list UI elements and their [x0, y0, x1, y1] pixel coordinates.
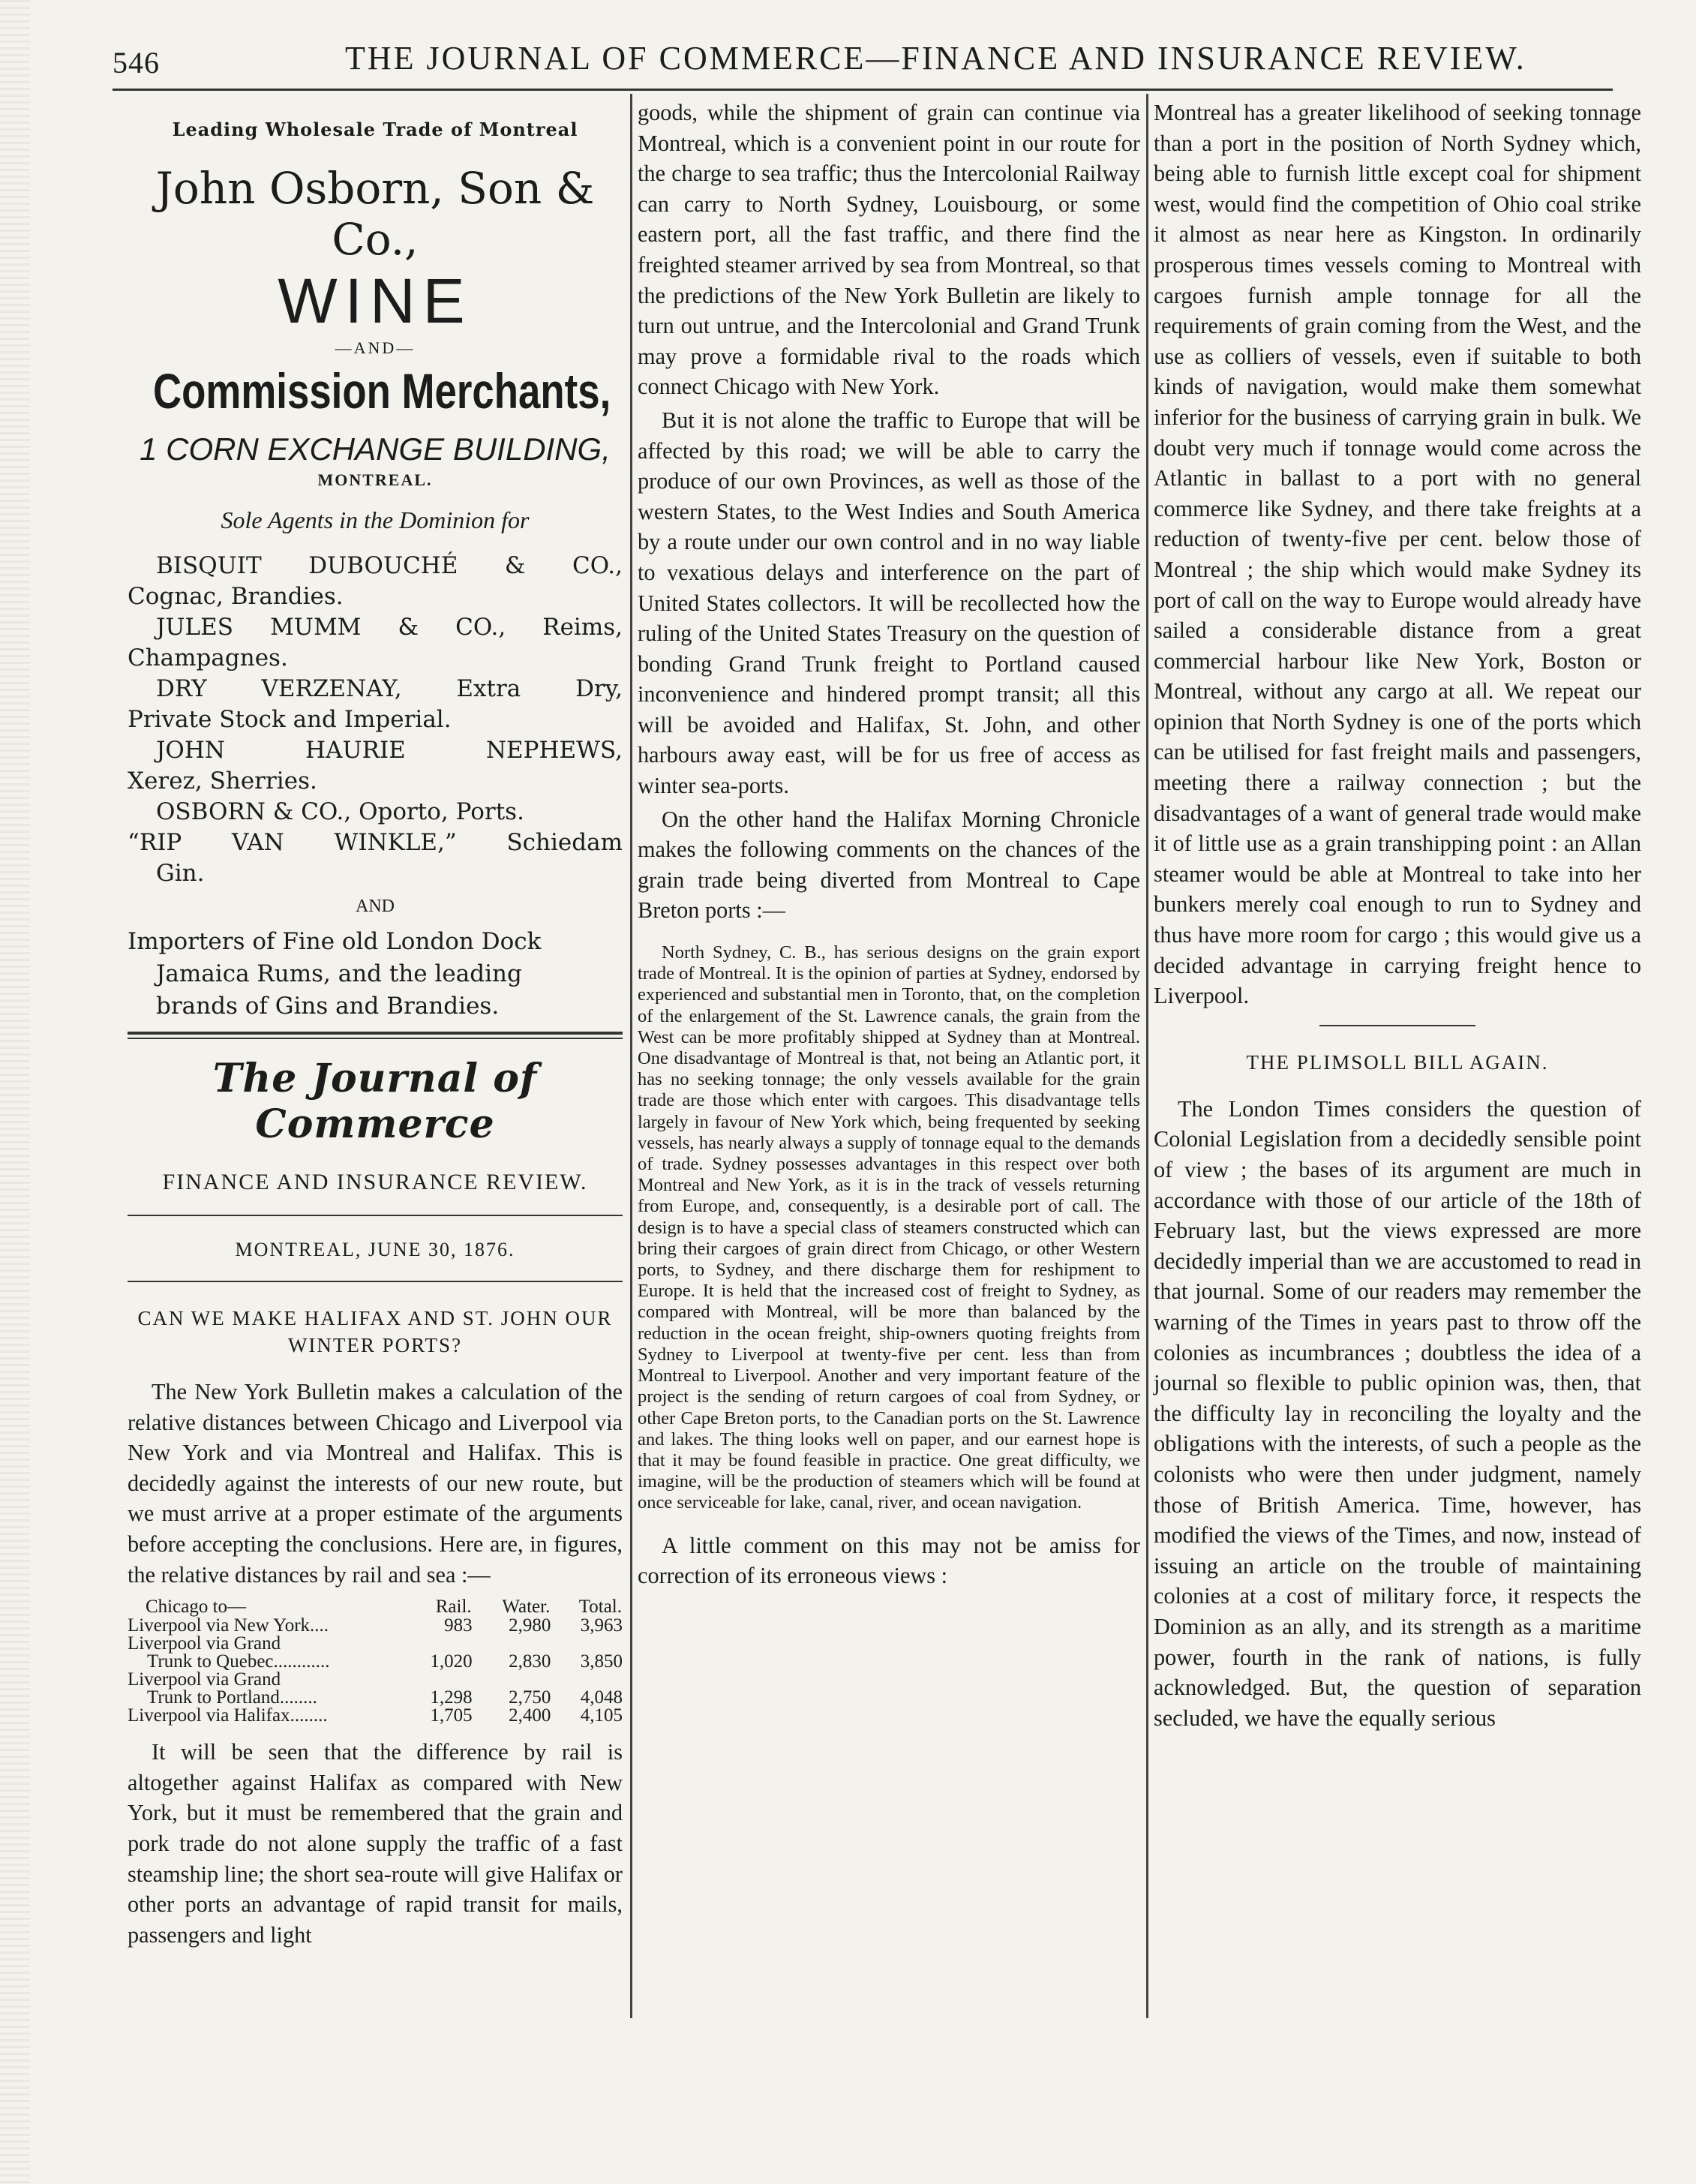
ad-line: BISQUIT DUBOUCHÉ & CO.,: [156, 552, 623, 579]
table-row: [128, 1653, 623, 1671]
dateline: MONTREAL, JUNE 30, 1876.: [235, 1239, 515, 1260]
article-paragraph: Montreal has a greater likelihood of seeking tonnage than a port in the position of North Sydney which, being able to furnish little except coal for shipment west, would find the competition of Ohio coal strike it almost as near here as Kingston. In ordinarily prosperous times vessels coming to Montreal with cargoes furnish ample tonnage for all the requirements of grain coming from the West, and the use as colliers of vessels, even if suitable to both kinds of navigation, would make them somewhat inferior for the business of carrying grain in bulk. We doubt very much if tonnage would come across the Atlantic in ballast to a port with no general commerce like Sydney, and there take freights at a reduction of twenty-five per cent. below those of Montreal ; the ship which would make Sydney its port of call on the way to Europe would already have sailed a considerable distance from a great commercial harbour like New York, Boston or Montreal, without any cargo at all. We repeat our opinion that North Sydney is one of the ports which can be utilised for fast freight mails and passengers, meeting there a railway connection ; but the disadvantages of a want of general trade would make it of little use as a grain transhipping point : an Allan steamer would be able at Montreal to take into her bunkers merely coal enough to run to Sydney and thus have more room for cargo ; this would give us a decided advantage in carrying freight hence to Liverpool.: [1154, 100, 1641, 1009]
table-header: Total.: [578, 1597, 622, 1618]
ad-line: Cognac, Brandies.: [128, 583, 344, 610]
ad-and: AND: [356, 897, 395, 916]
article-paragraph: The London Times considers the question of Colonial Legislation from a decidedly sensible point of view ; the bases of its argument are much in accordance with those of our article of the 18th of February last, but the views expressed are more decidedly imperial than we are accustomed to read in that journal. Some of our readers may remember the warning of the Times in years past to throw off the colonies as incumbrances ; doubtless the idea of a journal so flexible to public opinion was, then, that the difficulty lay in reconciling the loyalty and the obligations with the interests, of such a people as the colonists who were then under judgment, namely those of British America. Time, however, has modified the views of the Times, and now, instead of issuing an article on the trouble of maintaining colonies at a cost of military force, it respects the Dominion as an ally, and its strength as a maritime power, fourth in the rank of nations, is fully acknowledged. But, the question of separation secluded, we have the equally serious: [1154, 1095, 1641, 1731]
table-cell: Liverpool via Grand: [128, 1633, 281, 1654]
ad-city: MONTREAL.: [317, 470, 433, 489]
table-cell: 1,020: [430, 1651, 473, 1672]
table-row: [128, 1707, 623, 1725]
table-cell: [551, 1671, 623, 1689]
ad-line: Xerez, Sherries.: [128, 768, 317, 795]
double-rule: [128, 1032, 623, 1039]
table-row: [128, 1635, 623, 1653]
ad-line: JULES MUMM & CO., Reims,: [156, 614, 623, 641]
table-header-row: [128, 1597, 623, 1617]
table-row: [128, 1617, 623, 1635]
ad-and: —AND—: [335, 338, 416, 357]
quoted-passage: North Sydney, C. B., has serious designs on the grain export trade of Montreal. It is the opinion of parties at Sydney, endorsed by experienced and substantial men in Toronto, that, on the completion of the enlargement of the St. Lawrence canals, the grain from the West can be more profitably shipped at Sydney than at Montreal. One disadvantage of Montreal is that, not being an Atlantic port, it has no seeking tonnage; the only vessels available for the grain trade are those which enter with cargoes. This disadvantage tells largely in favour of New York which, being frequented by seeking vessels, has nearly always a supply of tonnage equal to the demands of trade. Sydney possesses advantages in this respect over both Montreal and New York, as it is in the track of vessels returning from Europe, and, consequently, is a desirable port of call. The design is to have a special class of steamers constructed which can bring their cargoes of grain direct from Chicago, or other Western ports, to Sydney, and there discharge them for reshipment to Europe. It is held that the increased cost of freight to Sydney, as compared with Montreal, will be more than balanced by the reduction in the ocean freight, ship-owners quoting freights from Sydney to Liverpool at twenty-five per cent. less than from Montreal to Liverpool. Another and very important feature of the project is the sending of return cargoes of coal from Sydney, or other Cape Breton ports, to the Canadian ports on the St. Lawrence and lakes. The thing looks well on paper, and our earnest hope is that it may be found feasible in practice. One great difficulty, we imagine, will be the production of steamers which will be found at once serviceable for lake, canal, river, and ocean navigation.: [638, 942, 1140, 1513]
page-number: 546: [113, 46, 160, 80]
column-1: [128, 98, 623, 1953]
running-head: [113, 39, 1650, 84]
running-title: THE JOURNAL OF COMMERCE—FINANCE AND INSURANCE REVIEW.: [345, 40, 1526, 77]
ad-line: JOHN HAURIE NEPHEWS,: [156, 737, 623, 764]
article-paragraph: The New York Bulletin makes a calculation of the relative distances between Chicago and Liverpool via New York and via Montreal and Halifax. This is decidedly against the interests of our new route, but we must arrive at a proper estimate of the arguments before accepting the conclusions. Here are, in figures, the relative distances by rail and sea :—: [128, 1379, 623, 1588]
table-cell: [403, 1635, 473, 1653]
torn-page-edge: [0, 0, 30, 2184]
ad-line: Champagnes.: [128, 644, 288, 671]
table-header: Water.: [502, 1597, 551, 1618]
article-paragraph: But it is not alone the traffic to Europe that will be affected by this road; we will be able to carry the produce of our own Provinces, as well as those of the western States, to the West Indies and South America by a route under our own control and in no way liable to vexatious delays and interference on the part of United States collectors. It will be recollected how the ruling of the United States Treasury on the question of bonding Grand Trunk freight to Portland caused inconvenience and hindered prompt transit; all this will be avoided and Halifax, St. John, and other harbours away east, will be for us free of access as winter sea-ports.: [638, 407, 1140, 799]
table-cell: [473, 1635, 551, 1653]
ad-commission-merchants: Commission Merchants,: [153, 363, 611, 419]
ad-address: 1 CORN EXCHANGE BUILDING,: [140, 431, 611, 467]
ad-banner: Leading Wholesale Trade of Montreal: [172, 119, 578, 140]
column-divider: [630, 94, 632, 2018]
table-cell: [403, 1671, 473, 1689]
table-cell: 1,705: [430, 1705, 473, 1726]
table-cell: 3,963: [580, 1615, 623, 1636]
table-header: Chicago to—: [146, 1597, 247, 1618]
ad-line: OSBORN & CO., Oporto, Ports.: [156, 798, 524, 825]
article-paragraph: goods, while the shipment of grain can continue via Montreal, which is a convenient point in our route for the charge to sea traffic; thus the Intercolonial Railway can carry to North Sydney, Louisbourg, or some eastern port, all the fast traffic, and there find the freighted steamer arrived by sea from Montreal, so that the predictions of the New York Bulletin are likely to turn out untrue, and the Intercolonial and Grand Trunk may prove a formidable rival to the roads which connect Chicago with New York.: [638, 100, 1140, 400]
advertisement: [128, 119, 623, 1023]
table-cell: 983: [444, 1615, 473, 1636]
table-cell: 3,850: [580, 1651, 623, 1672]
article-paragraph: On the other hand the Halifax Morning Chronicle makes the following comments on the chances of the grain trade being diverted from Montreal to Cape Breton ports :—: [638, 806, 1140, 924]
ad-importers: Importers of Fine old London Dock: [128, 928, 542, 955]
header-rule: [113, 89, 1613, 91]
table-cell: Liverpool via New York....: [128, 1615, 329, 1636]
column-2: [638, 98, 1140, 1594]
masthead-subtitle: FINANCE AND INSURANCE REVIEW.: [162, 1170, 588, 1194]
column-3: [1154, 98, 1641, 1736]
column-divider: [1146, 94, 1148, 2018]
table-cell: Trunk to Quebec............: [147, 1651, 330, 1672]
table-row: [128, 1671, 623, 1689]
ad-importers: brands of Gins and Brandies.: [156, 993, 500, 1020]
article-paragraph: A little comment on this may not be amiss for correction of its erroneous views :: [638, 1532, 1140, 1589]
table-cell: Trunk to Portland........: [147, 1687, 317, 1708]
ad-importers: Jamaica Rums, and the leading: [156, 960, 522, 987]
ad-line: DRY VERZENAY, Extra Dry,: [156, 675, 623, 702]
ad-line: Gin.: [156, 860, 205, 887]
distance-table: [128, 1597, 623, 1725]
rule: [128, 1281, 623, 1282]
ad-sole-agents: Sole Agents in the Dominion for: [221, 506, 530, 533]
ad-line: Private Stock and Imperial.: [128, 706, 452, 733]
table-cell: 1,298: [430, 1687, 473, 1708]
article-headline: CAN WE MAKE HALIFAX AND ST. JOHN OUR WINTER PORTS?: [137, 1307, 613, 1356]
table-row: [128, 1689, 623, 1707]
rule: [1319, 1025, 1475, 1026]
table-cell: 2,830: [509, 1651, 551, 1672]
table-cell: 4,105: [580, 1705, 623, 1726]
table-cell: Liverpool via Grand: [128, 1669, 281, 1690]
table-cell: [473, 1671, 551, 1689]
table-cell: 4,048: [580, 1687, 623, 1708]
masthead-title: The Journal of Commerce: [212, 1056, 538, 1147]
article-paragraph: It will be seen that the difference by rail is altogether against Halifax as compared with New York, but it must be remembered that the grain and pork trade do not alone supply the traffic of a fast steamship line; the short sea-route will give Halifax or other ports an advantage of rapid transit for mails, passengers and light: [128, 1739, 623, 1948]
table-cell: 2,980: [509, 1615, 551, 1636]
ad-wine: WINE: [278, 266, 473, 336]
rule: [128, 1215, 623, 1216]
table-cell: [551, 1635, 623, 1653]
table-cell: Liverpool via Halifax........: [128, 1705, 328, 1726]
ad-firm-name: John Osborn, Son & Co.,: [155, 163, 595, 265]
table-cell: 2,750: [509, 1687, 551, 1708]
article-headline: THE PLIMSOLL BILL AGAIN.: [1246, 1050, 1549, 1074]
table-header: Rail.: [435, 1597, 472, 1618]
table-cell: 2,400: [509, 1705, 551, 1726]
ad-line: “RIP VAN WINKLE,” Schiedam: [128, 829, 623, 856]
